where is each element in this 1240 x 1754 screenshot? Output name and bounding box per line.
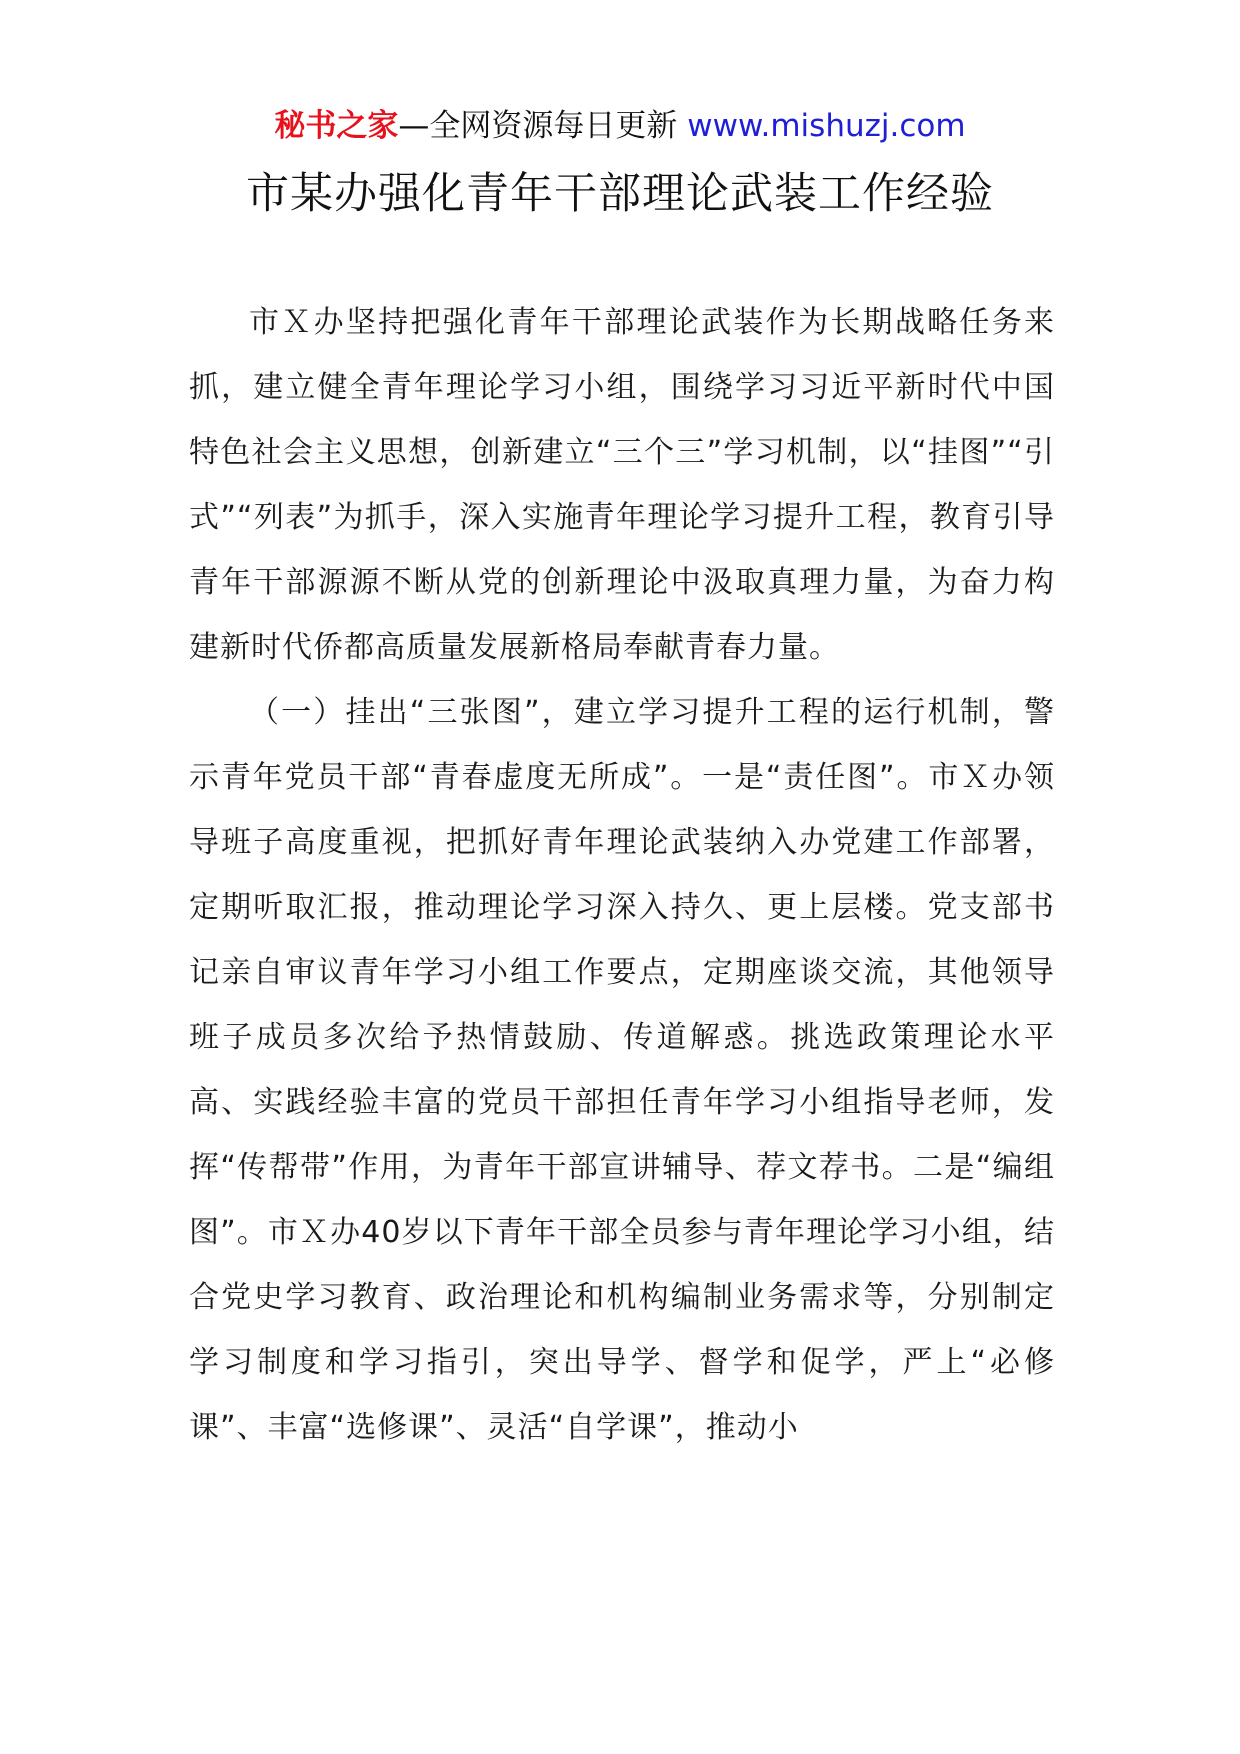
header-tagline: —全网资源每日更新	[398, 108, 688, 144]
site-url-link[interactable]: www.mishuzj.com	[687, 108, 966, 144]
paragraph-intro: 市Ｘ办坚持把强化青年干部理论武装作为长期战略任务来抓，建立健全青年理论学习小组，围绕学习习近平新时代中国特色社会主义思想，创新建立“三个三”学习机制，以“挂图”“引式”“列表”为抓手，深入实施青年理论学习提升工程，教育引导青年干部源源不断从党的创新理论中汲取真理力量，为奋力构建新时代侨都高质量发展新格局奉献青春力量。	[189, 305, 1055, 665]
document-title: 市某办强化青年干部理论武装工作经验	[246, 169, 994, 219]
document-body	[189, 290, 1055, 1460]
paragraph-section-one: （一）挂出“三张图”，建立学习提升工程的运行机制，警示青年党员干部“青春虚度无所成”。一是“责任图”。市Ｘ办领导班子高度重视，把抓好青年理论武装纳入办党建工作部署，定期听取汇报，推动理论学习深入持久、更上层楼。党支部书记亲自审议青年学习小组工作要点，定期座谈交流，其他领导班子成员多次给予热情鼓励、传道解惑。挑选政策理论水平高、实践经验丰富的党员干部担任青年学习小组指导老师，发挥“传帮带”作用，为青年干部宣讲辅导、荐文荐书。二是“编组图”。市Ｘ办40岁以下青年干部全员参与青年理论学习小组，结合党史学习教育、政治理论和机构编制业务需求等，分别制定学习制度和学习指引，突出导学、督学和促学，严上“必修课”、丰富“选修课”、灵活“自学课”，推动小	[189, 695, 1055, 1445]
site-header	[0, 104, 1240, 148]
brand-name: 秘书之家	[274, 108, 399, 144]
